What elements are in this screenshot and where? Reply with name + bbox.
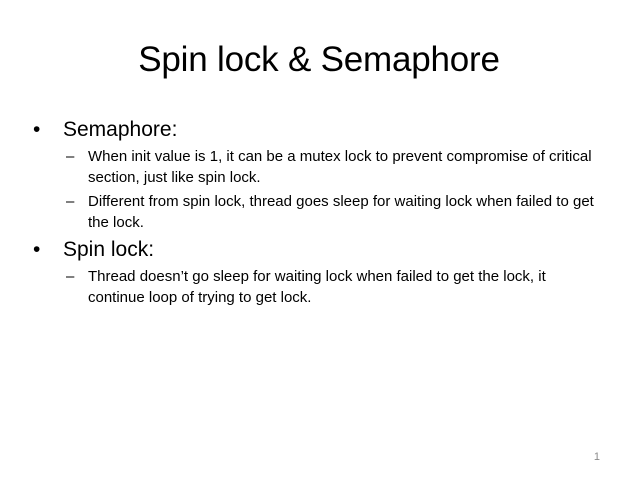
bullet-text: Semaphore: [63,118,178,141]
sub-bullet-marker: – [66,268,75,285]
bullet-marker: • [33,238,41,261]
sub-bullet-semaphore-mutex [30,146,600,188]
slide-title: Spin lock & Semaphore [138,40,500,79]
bullet-marker: • [33,118,41,141]
page-number: 1 [593,451,600,463]
sub-bullet-semaphore-sleep [30,191,600,233]
sub-bullet-marker: – [66,193,75,210]
bullet-text: Spin lock: [63,238,155,261]
bullet-semaphore [30,117,610,143]
sub-bullet-text: Thread doesn’t go sleep for waiting lock when failed to get the lock, it continue loop of trying to get lock. [88,268,546,306]
sub-bullet-text: When init value is 1, it can be a mutex lock to prevent compromise of critical section, just like spin lock. [88,148,592,186]
sub-bullet-text: Different from spin lock, thread goes sleep for waiting lock when failed to get the lock. [88,193,594,231]
bullet-spin-lock [30,237,610,263]
slide-body [30,117,610,311]
sub-bullet-marker: – [66,148,75,165]
sub-bullet-spin-lock-loop [30,266,600,308]
